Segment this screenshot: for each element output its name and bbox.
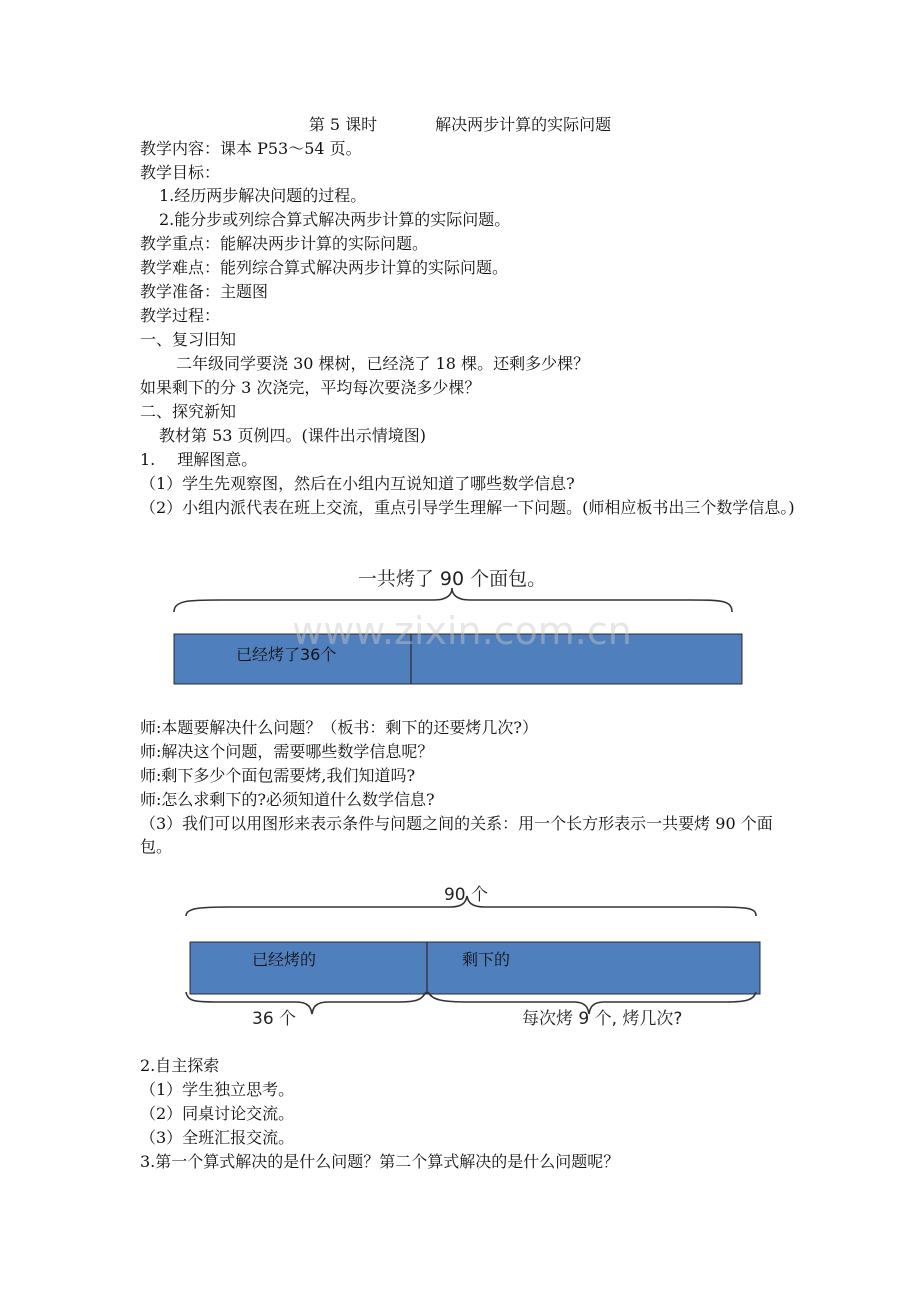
bread-diagram-1 bbox=[160, 560, 760, 690]
teaching-preparation: 教学准备：主题图 bbox=[140, 282, 269, 301]
lesson-number: 第 5 课时 bbox=[308, 115, 378, 134]
watermark: www.zixin.com.cn bbox=[292, 609, 632, 653]
teacher-question-2: 师:解决这个问题，需要哪些数学信息呢？ bbox=[140, 742, 434, 761]
self-explore-heading: 2.自主探索 bbox=[140, 1056, 220, 1075]
goal-item-2: 2.能分步或列综合算式解决两步计算的实际问题。 bbox=[159, 210, 511, 229]
diagram1-total-label: 一共烤了 90 个面包。 bbox=[357, 568, 547, 590]
teaching-goals-heading: 教学目标： bbox=[140, 163, 221, 182]
teaching-difficulty: 教学难点：能列综合算式解决两步计算的实际问题。 bbox=[140, 258, 509, 277]
review-problem-2: 如果剩下的分 3 次浇完，平均每次要浇多少棵？ bbox=[140, 378, 481, 397]
question-3: 3.第一个算式解决的是什么问题？第二个算式解决的是什么问题呢？ bbox=[140, 1152, 620, 1171]
goal-item-1: 1.经历两步解决问题的过程。 bbox=[159, 186, 367, 205]
diagram2-remaining-label: 剩下的 bbox=[462, 950, 511, 969]
sub-step-2: （2）小组内派代表在班上交流，重点引导学生理解一下问题。(师相应板书出三个数学信息。) bbox=[140, 498, 795, 517]
teaching-key-point: 教学重点：能解决两步计算的实际问题。 bbox=[140, 234, 429, 253]
step-text: 理解图意。 bbox=[177, 450, 258, 469]
explore-step-1: （1）学生独立思考。 bbox=[140, 1080, 295, 1099]
sub-step-3: （3）我们可以用图形来表示条件与问题之间的关系：用一个长方形表示一共要烤 90 个面包。 bbox=[140, 814, 773, 856]
diagram2-baked-brace bbox=[186, 992, 426, 1014]
example-intro: 教材第 53 页例四。(课件出示情境图) bbox=[159, 426, 427, 445]
teacher-question-3: 师:剩下多少个面包需要烤,我们知道吗? bbox=[140, 766, 416, 785]
section-explore-heading: 二、探究新知 bbox=[140, 402, 237, 421]
section-review-heading: 一、复习旧知 bbox=[140, 330, 237, 349]
explore-step-3: （3）全班汇报交流。 bbox=[140, 1128, 295, 1147]
teacher-question-1: 师:本题要解决什么问题？（板书：剩下的还要烤几次?） bbox=[140, 718, 538, 737]
step-number: 1. bbox=[140, 450, 156, 469]
review-problem-1: 二年级同学要浇 30 棵树，已经浇了 18 棵。还剩多少棵？ bbox=[176, 354, 590, 373]
lesson-topic: 解决两步计算的实际问题 bbox=[435, 115, 612, 134]
teacher-question-4: 师:怎么求剩下的?必须知道什么数学信息? bbox=[140, 790, 435, 809]
bread-diagram-2 bbox=[170, 878, 780, 1038]
step-understand bbox=[140, 448, 800, 471]
teaching-process-heading: 教学过程： bbox=[140, 306, 221, 325]
diagram2-per-batch-question: 每次烤 9 个, 烤几次? bbox=[522, 1009, 683, 1029]
diagram2-total-label: 90 个 bbox=[443, 885, 489, 905]
lesson-title bbox=[0, 113, 920, 136]
diagram2-baked-label: 已经烤的 bbox=[252, 950, 317, 969]
teaching-content: 教学内容：课本 P53～54 页。 bbox=[140, 139, 362, 158]
diagram2-baked-count: 36 个 bbox=[252, 1009, 297, 1029]
sub-step-1: （1）学生先观察图，然后在小组内互说知道了哪些数学信息? bbox=[140, 474, 575, 493]
explore-step-2: （2）同桌讨论交流。 bbox=[140, 1104, 295, 1123]
diagram1-baked-label: 已经烤了36个 bbox=[236, 645, 337, 664]
